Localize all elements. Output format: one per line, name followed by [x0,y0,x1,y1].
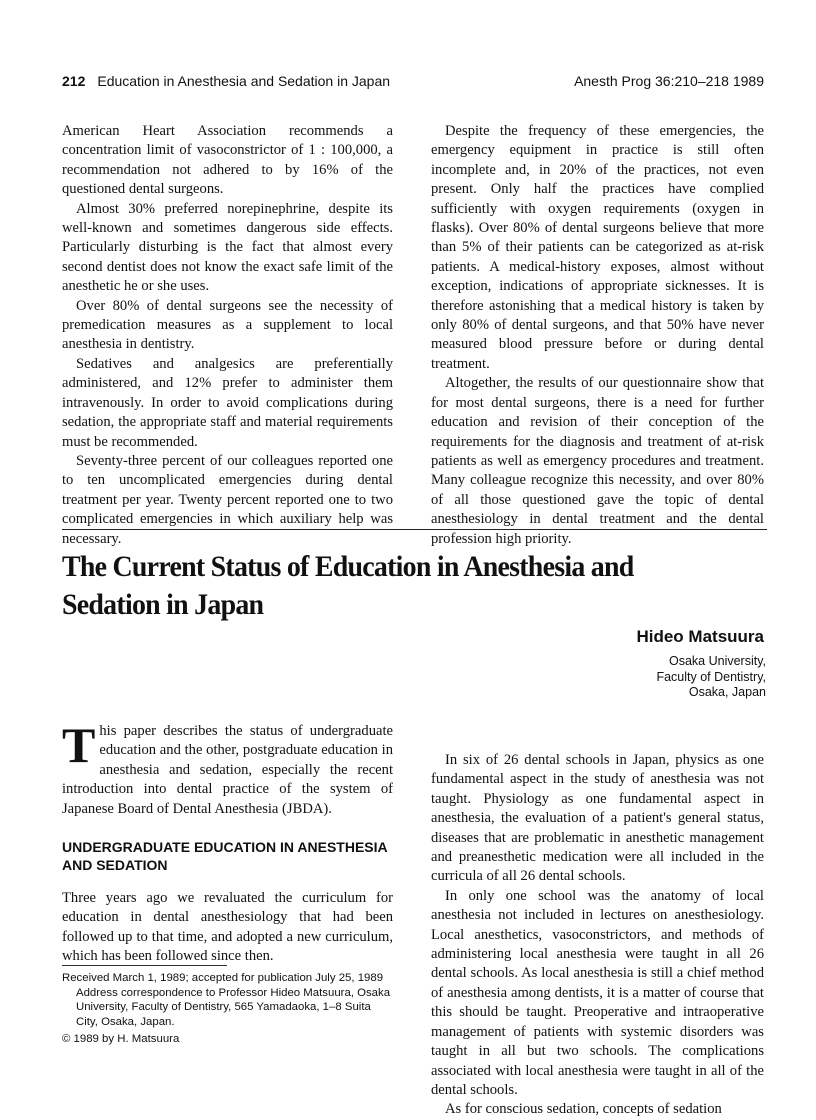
author-name: Hideo Matsuura [636,627,764,646]
paragraph: Three years ago we revaluated the curriculum for education in dental anesthesiology that had been followed up to that time, and adopted a new curriculum, which has been followed since then. [62,890,393,965]
previous-article-right-column [431,122,764,549]
article-divider [62,529,767,530]
journal-reference: Anesth Prog 36:210–218 1989 [574,73,764,89]
article-right-column [431,751,764,1120]
section-heading: UNDERGRADUATE EDUCATION IN ANESTHESIA AND SEDATION [62,839,388,873]
running-header-left [62,73,390,89]
running-title: Education in Anesthesia and Sedation in Japan [97,73,391,89]
affiliation-line: Faculty of Dentistry, [656,669,766,684]
author-affiliation [656,654,766,701]
drop-cap: T [62,717,96,773]
article-title: The Current Status of Education in Anesthesia and Sedation in Japan [62,550,634,621]
paragraph: In six of 26 dental schools in Japan, physics as one fundamental aspect in the study of anesthesia was not taught. Physiology as one fundamental aspect in anesthesia, the evaluation of a patient's general status, diseases that are problematic in anesthetic management and preanesthetic medication were all included in the curricula of all 26 dental schools. [431,752,764,885]
page-number: 212 [62,73,86,89]
paragraph: Sedatives and analgesics are preferentially administered, and 12% prefer to administer them intravenously. In order to avoid complications during sedation, the appropriate staff and material requirements must be recommended. [62,355,393,450]
paragraph: American Heart Association recommends a concentration limit of vasoconstrictor of 1 : 100,000, a recommendation not adhered to by 16% of the questioned dental surgeons. [62,123,393,198]
paragraph: Despite the frequency of these emergencies, the emergency equipment in practice is still often incomplete and, in 20% of the practices, not even present. Only half the practices have complied sufficiently with oxygen requirements (oxygen in flasks). Over 80% of dental surgeons believe that more than 5% of their patients can be categorized as at-risk patients. A medical-history exposes, almost without exception, indications of appropriate sicknesses. It is therefore astonishing that a medical history is taken by only 80% of dental surgeons, and that 50% have never measured blood pressure before or during dental treatment. [431,123,764,372]
paragraph: Seventy-three percent of our colleagues reported one to ten uncomplicated emergencies during dental treatment per year. Twenty percent reported one to two complicated emergencies in which auxiliary help was necessary. [62,452,393,547]
received-dates: Received March 1, 1989; accepted for publication July 25, 1989 [62,972,384,984]
paragraph: Over 80% of dental surgeons see the necessity of premedication measures as a supplement to local anesthesia in dentistry. [62,297,393,353]
abstract [62,717,393,819]
copyright: © 1989 by H. Matsuura [62,1033,180,1045]
paragraph: Altogether, the results of our questionnaire show that for most dental surgeons, there is a need for further education and revision of their conception of the requirements for the diagnosis and treatment of at-risk patients as well as emergency procedures and treatment. Many colleague recognize this necessity, and over 80% of all those questioned gave the topic of dental anesthesiology in dental treatment and the dental profession high priority. [431,375,764,547]
affiliation-line: Osaka, Japan [688,685,766,699]
previous-article-left-column [62,122,393,549]
affiliation-line: Osaka University, [668,654,766,668]
paragraph: In only one school was the anatomy of local anesthesia not included in lectures on anesthesiology. Local anesthetics, vasoconstrictors, and methods of administering local anesthesia were taught in all 26 dental schools. As local anesthesia is still a chief method of anesthesia among dentists, it is a matter of course that this should be taught. Preoperative and intraoperative management of patients with systemic disorders was taught in all but two schools. The complications associated with local anesthesia were taught in all of the dental schools. [431,887,764,1098]
correspondence-address: Address correspondence to Professor Hideo Matsuura, Osaka University, Faculty of Dentistry, 565 Yamadaoka, 1–8 Suita City, Osaka, Japan. [76,986,391,1028]
paragraph: As for conscious sedation, concepts of sedation [445,1101,722,1118]
abstract-text: his paper describes the status of undergraduate education and the other, postgraduate education in anesthesia and sedation, especially the recent introduction into dental practice of the system of Japanese Board of Dental Anesthesia (JBDA). [62,723,393,817]
section-body [62,889,393,967]
footnote [62,971,393,1029]
footnote-rule [62,965,227,966]
paragraph: Almost 30% preferred norepinephrine, despite its well-known and sometimes dangerous side effects. Particularly disturbing is the fact that almost every second dentist does not know the exact safe limit of the anesthetic he or she uses. [62,200,393,295]
